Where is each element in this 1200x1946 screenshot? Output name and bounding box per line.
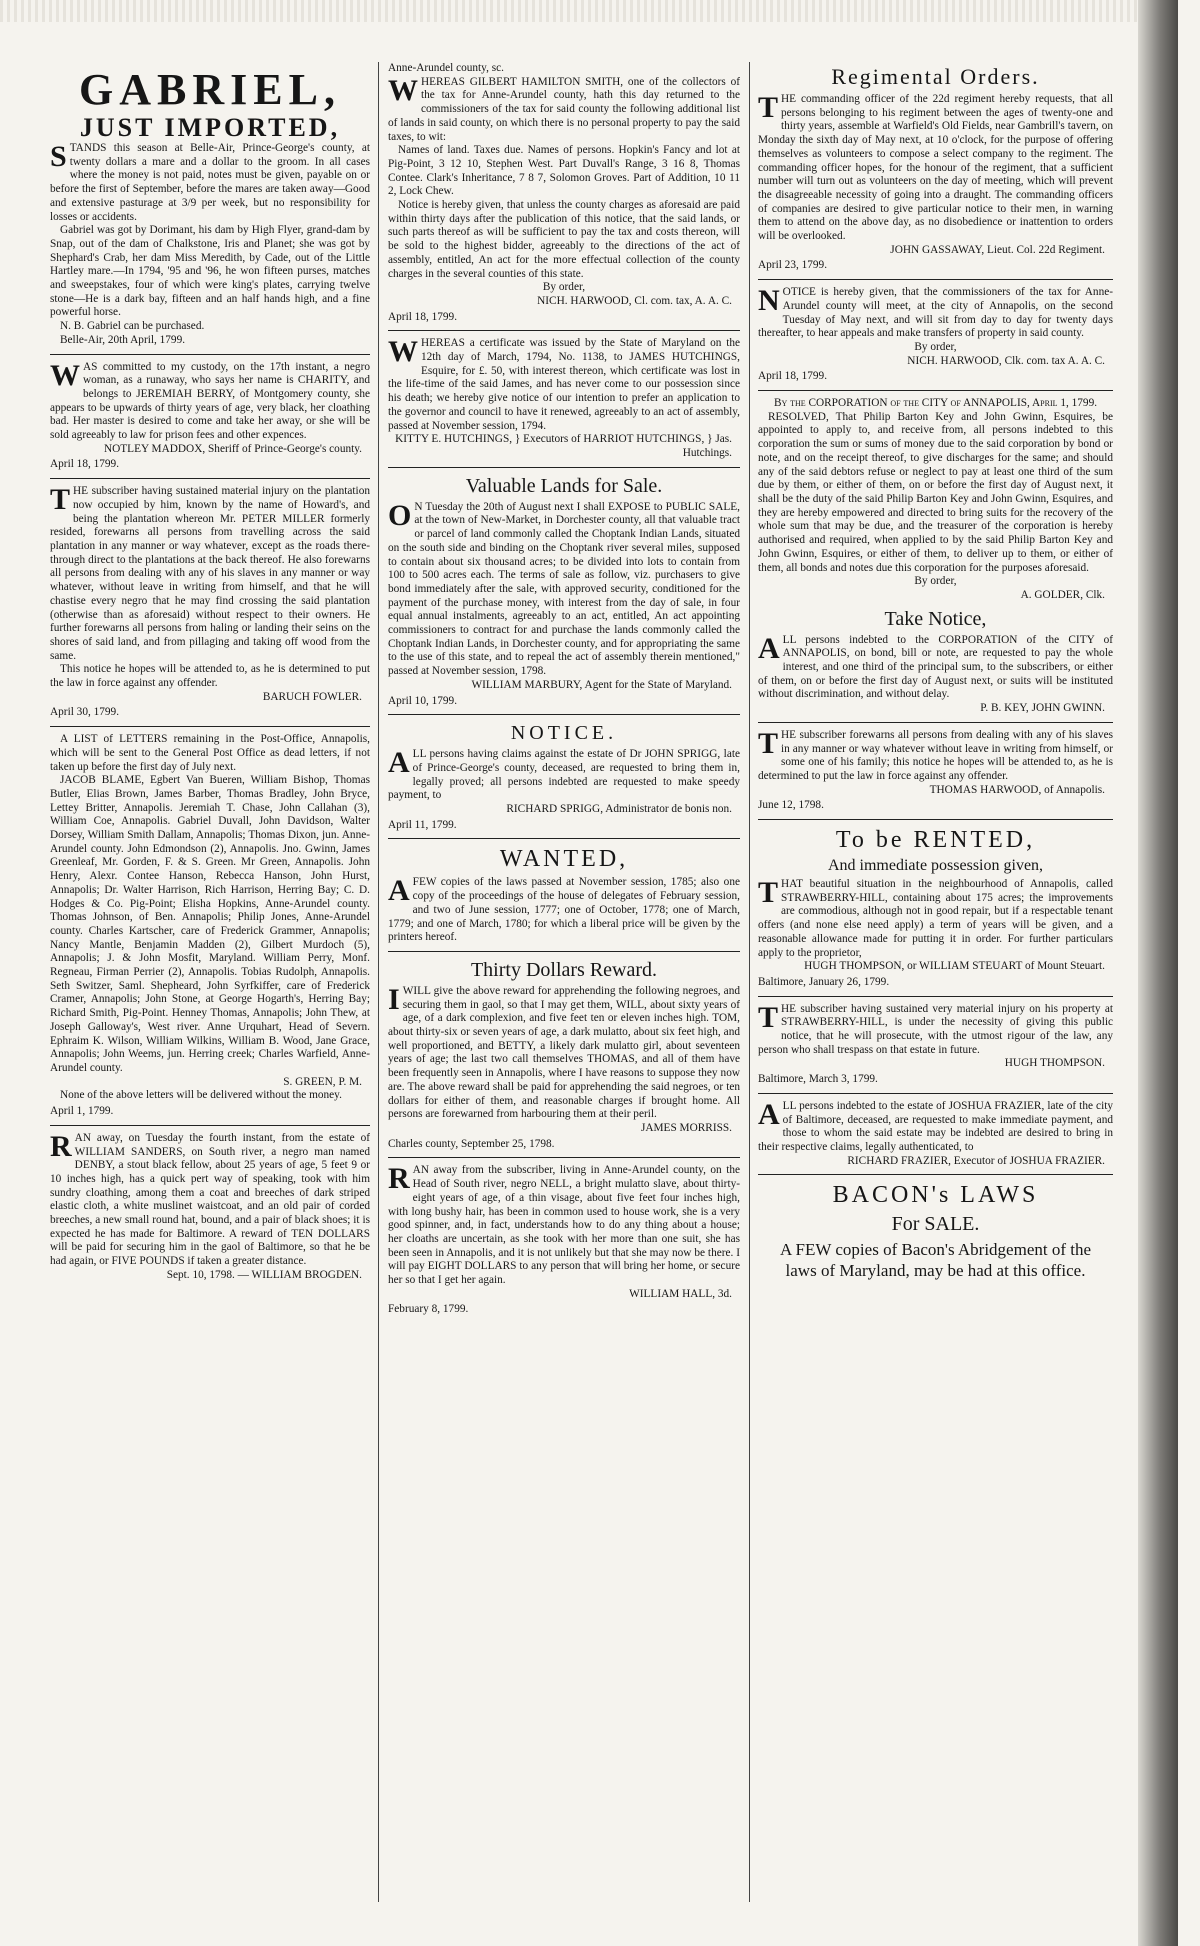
corporation-ad xyxy=(758,397,1113,603)
take-notice-title: Take Notice, xyxy=(884,607,987,630)
ad-heading: By the CORPORATION of the CITY of ANNAPOLIS, April 1, 1799. xyxy=(773,397,1098,410)
divider xyxy=(388,330,740,331)
ad-signature: WILLIAM MARBURY, Agent for the State of Maryland. xyxy=(471,678,732,691)
drop-cap: W xyxy=(50,358,80,392)
scan-noise xyxy=(0,0,1160,22)
ad-text: HE subscriber having sustained very material injury on his property at STRAWBERRY-HILL, is under the necessity of giving this public notice, that he will prosecute, with the utmost rigour of the law, any person who shall trespass on that estate in future. xyxy=(758,1002,1113,1056)
drop-cap: T xyxy=(758,876,779,910)
divider xyxy=(388,838,740,839)
drop-cap: A xyxy=(388,874,410,908)
take-notice-ad xyxy=(758,631,1113,716)
ad-date: April 23, 1799. xyxy=(758,259,828,272)
ad-note: N. B. Gabriel can be purchased. xyxy=(60,320,205,333)
ad-signature: RICHARD SPRIGG, Administrator de bonis non. xyxy=(506,803,732,816)
ad-text: LL persons having claims against the estate of Dr JOHN SPRIGG, late of Prince-George's county, deceased, are requested to bring them in, legally proved; all persons indebted are requested to make speedy payment, to xyxy=(388,748,740,802)
binding-gutter xyxy=(1138,0,1178,1946)
ad-date: Baltimore, March 3, 1799. xyxy=(758,1073,878,1086)
ad-signature: NOTLEY MADDOX, Sheriff of Prince-George's county. xyxy=(103,442,362,455)
bacon-title: BACON's LAWS xyxy=(832,1182,1039,1209)
notice-title: NOTICE. xyxy=(510,722,618,745)
column-rule xyxy=(378,62,379,1902)
ad-date: April 30, 1799. xyxy=(50,706,120,719)
ad-signature: S. GREEN, P. M. xyxy=(283,1075,362,1088)
ad-signature: RICHARD FRAZIER, Executor of JOSHUA FRAZIER. xyxy=(847,1154,1105,1167)
gabriel-ad xyxy=(50,142,370,348)
ad-signature: HUGH THOMPSON, or WILLIAM STEUART of Mount Steuart. xyxy=(804,960,1105,973)
drop-cap: T xyxy=(758,1000,779,1034)
divider xyxy=(388,951,740,952)
ad-text: This notice he hopes will be attended to, as he is determined to put the law in force against any offender. xyxy=(50,663,370,690)
ad-text: AN away, on Tuesday the fourth instant, from the estate of WILLIAM SANDERS, on South river, a negro man named DENBY, a stout black fellow, about 25 years of age, 5 feet 9 or 10 inches high, has a quick pert way of speaking, took with him sundry cloathing, among them a coat and breeches of dark striped elastic cloth, a white muslinet waistcoat, and an old pair of corded breeches, a new small round hat, bound, and a pair of black shoes; it is expected he has made for Baltimore. A reward of TEN DOLLARS will be paid for securing him in the gaol of Baltimore, so that he be had again, or FIVE POUNDS if taken a greater distance. xyxy=(50,1131,370,1268)
ad-text: AN away from the subscriber, living in Anne-Arundel county, on the Head of South river, negro NELL, a bright mulatto slave, about thirty-eight years of age, of a thin visage, about five feet four inches high, with long bushy hair, has been in common used to house work, she is a very good spinner, and, in fact, understands how to do any thing about a house; her cloaths are uncertain, as she took with her more than one suit, she has been seen in Annapolis, and it is not unlikely but that she may now be there. I will pay EIGHT DOLLARS to any person that will bring her home, or secure her so that I get her again. xyxy=(388,1164,740,1287)
ad-text: RESOLVED, That Philip Barton Key and John Gwinn, Esquires, be appointed to apply to, and receive from, all persons indebted to this corporation the sum or sums of money due to the said corporation by bond or note, and on the receipt thereof, to give discharges for the same; and should any of the said debtors refuse or neglect to pay at least one third of the sum due by them, or either of them, on or before the first day of August next, it shall be the duty of the said Philip Barton Key and John Gwinn, Esquires, and they are hereby empowered and directed to bring suits for the recovery of the whole sum that may be due, and the treasurer of the corporation is hereby authorised and required, when applied to by the said Philip Barton Key and John Gwinn, Esquires, or either of them, to deliver up to them, or either of them, all bonds and notes due this corporation for the purposes aforesaid. xyxy=(758,410,1113,574)
divider xyxy=(50,726,370,727)
tax-table: Names of land. Taxes due. Names of persons. Hopkin's Fancy and lot at Pig-Point, 3 12 10, Stephen West. Part Duvall's Range, 3 16 8, Thomas Contee. Clark's Inheritance, 7 8 7, Solomon Groves. Part of Addition, 10 11 2, Lock Chew. xyxy=(388,144,740,198)
strawberry-hill-ad xyxy=(758,1000,1113,1087)
certificate-ad xyxy=(388,337,740,460)
drop-cap: S xyxy=(50,140,67,173)
drop-cap: N xyxy=(758,284,780,318)
ad-text: HAT beautiful situation in the neighbourhood of Annapolis, called STRAWBERRY-HILL, containing about 175 acres; the improvements are commodious, although not in good repair, but if a respectable tenant offers (and none else need apply) a term of years will be given, and a reasonable allowance made for putting it in order. For further particulars apply to the proprietor, xyxy=(758,878,1113,959)
divider xyxy=(50,1125,370,1126)
ad-date: April 11, 1799. xyxy=(388,818,457,831)
ad-date: April 18, 1799. xyxy=(758,370,828,383)
column-3 xyxy=(758,62,1113,1902)
ad-date: Baltimore, January 26, 1799. xyxy=(758,975,890,988)
ad-text: AS committed to my custody, on the 17th instant, a negro woman, as a runaway, who says her name is CHARITY, and belongs to JEREMIAH BERRY, of Montgomery county, she appears to be upwards of thirty years of age, very black, her cloathing bad. Her master is desired to come and take her away, or she will be sold agreeably to law for prison fees and other expences. xyxy=(50,360,370,442)
reward-ad xyxy=(388,982,740,1151)
rent-title: To be RENTED, xyxy=(835,827,1036,854)
ad-date: April 18, 1799. xyxy=(50,458,120,471)
fowler-ad xyxy=(50,485,370,720)
ad-date: June 12, 1798. xyxy=(758,799,824,812)
ad-date: Belle-Air, 20th April, 1799. xyxy=(60,333,186,346)
drop-cap: R xyxy=(388,1162,410,1196)
rent-ad xyxy=(758,878,1113,990)
ad-date: April 18, 1799. xyxy=(388,310,458,323)
ad-date: April 1, 1799. xyxy=(50,1105,114,1118)
ad-signature: WILLIAM HALL, 3d. xyxy=(629,1287,732,1300)
divider xyxy=(758,1093,1113,1094)
drop-cap: W xyxy=(388,335,418,369)
divider xyxy=(388,467,740,468)
ad-signature: A. GOLDER, Clk. xyxy=(1020,588,1105,601)
ad-signature: P. B. KEY, JOHN GWINN. xyxy=(980,702,1105,715)
drop-cap: T xyxy=(758,726,779,760)
regimental-title: Regimental Orders. xyxy=(831,64,1040,89)
drop-cap: A xyxy=(388,746,410,780)
ad-text: A LIST of LETTERS remaining in the Post-Office, Annapolis, which will be sent to the General Post Office as dead letters, if not taken up before the first day of July next. xyxy=(50,733,370,773)
ad-signature: JAMES MORRISS. xyxy=(640,1122,732,1134)
gabriel-title: GABRIEL, xyxy=(79,65,341,114)
rent-subtitle: And immediate possession given, xyxy=(827,857,1044,875)
divider xyxy=(50,354,370,355)
ad-text: LL persons indebted to the CORPORATION of the CITY of ANNAPOLIS, on bond, bill or note, are requested to pay the whole interest, and one third of the principal sum, to the subscribers, or either of them, on or before the first day of August next, or suits will be instituted without discrimination, and without delay. xyxy=(758,633,1113,701)
harwood-ad xyxy=(758,726,1113,813)
column-2 xyxy=(388,62,740,1902)
drop-cap: A xyxy=(758,1097,780,1131)
ad-note: None of the above letters will be delivered without the money. xyxy=(60,1089,342,1102)
by-order: By order, xyxy=(542,281,586,294)
divider xyxy=(758,279,1113,280)
ad-lead: Anne-Arundel county, sc. xyxy=(388,62,504,74)
divider xyxy=(758,996,1113,997)
ad-text: LL persons indebted to the estate of JOSHUA FRAZIER, late of the city of Baltimore, deceased, are requested to make immediate payment, and those to whom the said estate may be indebted are desired to bring in their respective claims, legally authenticated, to xyxy=(758,1099,1113,1153)
drop-cap: I xyxy=(388,982,400,1016)
by-order: By order, xyxy=(914,340,957,353)
tax-meeting-ad xyxy=(758,286,1113,384)
drop-cap: O xyxy=(388,498,412,532)
ad-signature: HUGH THOMPSON. xyxy=(1004,1057,1105,1070)
ad-date: Charles county, September 25, 1798. xyxy=(388,1137,555,1150)
ad-text: HEREAS a certificate was issued by the State of Maryland on the 12th day of March, 1794, No. 1138, to JAMES HUTCHINGS, Esquire, for £. 50, with interest thereon, which certificate was lost in the life-time of the said James, and has never come to our possession since his death; we hereby give notice of our intention to prefer an application to the governor and council to have it renewed, agreeably to an act of assembly, passed at November session, 1794. xyxy=(388,337,740,432)
ad-signature: Sept. 10, 1798. — WILLIAM BROGDEN. xyxy=(166,1268,362,1281)
ad-text: Notice is hereby given, that unless the county charges as aforesaid are paid within thirty days after the publication of this notice, that the said lands, or such parts thereof as will be sufficient to pay the tax and costs thereon, will be sold to the highest bidder, agreeably to the directions of the act of assembly, entitled, An act for the more effectual collection of the county charges in the several counties of this state. xyxy=(388,199,740,280)
ad-date: April 10, 1799. xyxy=(388,694,458,707)
reward-title: Thirty Dollars Reward. xyxy=(470,958,658,981)
nell-ad xyxy=(388,1164,740,1317)
divider xyxy=(758,819,1113,820)
ad-date: February 8, 1799. xyxy=(388,1303,469,1316)
drop-cap: T xyxy=(50,483,71,517)
ad-text: OTICE is hereby given, that the commissioners of the tax for Anne-Arundel county will meet, at the city of Annapolis, on the second Tuesday of May next, and will sit from day to day for twenty days thereafter, to hear appeals and make transfers of property in said county. xyxy=(758,286,1113,340)
drop-cap: W xyxy=(388,73,418,107)
ad-signature: BARUCH FOWLER. xyxy=(262,690,362,703)
ad-signature: KITTY E. HUTCHINGS, } Executors of HARRIOT HUTCHINGS, } Jas. Hutchings. xyxy=(395,433,732,459)
by-order: By order, xyxy=(914,575,957,588)
letters-list xyxy=(50,733,370,1119)
sprigg-ad xyxy=(388,748,740,832)
ad-text: Gabriel was got by Dorimant, his dam by High Flyer, grand-dam by Snap, out of the dam of Chalkstone, Iris and Planet; she was got by Shephard's Crab, her dam Miss Meredith, by Cade, out of the Little Hartley mare.—In 1794, '95 and '96, he won fifteen purses, matches and sweepstakes, four of which were king's plates, carrying twelve stone—He is a dark bay, fifteen and an half hands high, and a fine powerful horse. xyxy=(50,224,370,319)
drop-cap: A xyxy=(758,631,780,665)
lands-title: Valuable Lands for Sale. xyxy=(465,474,663,497)
tax-list-ad xyxy=(388,62,740,324)
ad-signature: NICH. HARWOOD, Clk. com. tax A. A. C. xyxy=(907,354,1105,367)
ad-text: HE subscriber having sustained material injury on the plantation now occupied by him, known by the name of Howard's, and being the plantation whereon Mr. PETER MILLER formerly resided, forewarns all persons from travelling across the said plantation in any manner or way whatever, except as the roads there-through direct to the plantations at the back thereof. He also forewarns all persons from dealing with any of his slaves in any manner or way whatever, without leave in writing from himself, and that he will chastise every negro that he may find crossing the said plantation (otherwise than as aforesaid) without respect to their owners. He further forewarns all persons from haling or landing their seins on the shores of said land, and from pillaging and taking off wood from the same. xyxy=(50,485,370,662)
frazier-ad xyxy=(758,1097,1113,1169)
ad-text: TANDS this season at Belle-Air, Prince-George's county, at twenty dollars a mare and a dollar to the groom. In all cases where the money is not paid, notes must be given, payable on or before the first of September, before the mares are taken away—Good and extensive pasturage at 3/9 per week, but no responsibility for losses or accidents. xyxy=(50,142,370,223)
newspaper-page xyxy=(50,62,1140,1902)
ad-text: HEREAS GILBERT HAMILTON SMITH, one of the collectors of the tax for Anne-Arundel county, hath this day returned to the commissioners of the tax for said county the following additional list of lands in said county, on which there is no personal property to pay the said taxes, to wit: xyxy=(388,75,740,143)
drop-cap: T xyxy=(758,91,779,124)
ad-signature: THOMAS HARWOOD, of Annapolis. xyxy=(929,783,1105,796)
column-1 xyxy=(50,62,370,1902)
ad-signature: NICH. HARWOOD, Cl. com. tax, A. A. C. xyxy=(537,294,732,307)
wanted-ad xyxy=(388,876,740,945)
column-rule xyxy=(749,62,750,1902)
gabriel-subtitle: JUST IMPORTED, xyxy=(79,113,341,142)
denby-ad xyxy=(50,1129,370,1283)
bacon-subtitle: For SALE. xyxy=(891,1213,980,1236)
ad-signature: JOHN GASSAWAY, Lieut. Col. 22d Regiment. xyxy=(890,243,1105,256)
regimental-ad xyxy=(758,93,1113,273)
divider xyxy=(50,478,370,479)
lands-ad xyxy=(388,498,740,709)
ad-text: N Tuesday the 20th of August next I shall EXPOSE to PUBLIC SALE, at the town of New-Market, in Dorchester county, all that valuable tract or parcel of land commonly called the Choptank Indian Lands, situated on the south side and binding on the Choptank river several miles, supposed to contain about six thousand acres; to be divided into lots to contain from 100 to 500 acres each. The terms of sale as follow, viz. purchasers to give bond immediately after the sale, with approved security, conditioned for the payment of the purchase money, with interest from the day of sale, in four equal annual instalments, agreeably to an act, entitled, An act appointing commissioners to contract for and purchase the lands commonly called the Choptank Indian Lands, in Dorchester county, and for appropriating the same to the use of this state, and to repeal the act of assembly therein mentioned," passed at November session, 1798. xyxy=(388,500,740,678)
wanted-title: WANTED, xyxy=(499,846,629,873)
ad-text: HE subscriber forewarns all persons from dealing with any of his slaves in any manner or way whatever without leave in writing from himself, or some one of his family; this notice he hopes will be attended to, as he is determined to put the law in force against any offender. xyxy=(758,728,1113,782)
letters-names: JACOB BLAME, Egbert Van Bueren, William Bishop, Thomas Butler, Elias Brown, James Barber, Thomas Bradley, John Bryce, Lettey Britter, Annapolis. Jeremiah T. Chase, John Callahan (3), William Coe, Annapolis. Gabriel Duvall, John Davidson, Walter Dorsey, William Smith Dallam, Annapolis; Thomas Dixon, jun. Anne-Arundel county. John Edmondson (2), Annapolis. Jno. Gwinn, James Greenleaf, Mr. Gorden, F. & S. Green. Mr Green, Annapolis. John Henry, Alexr. Contee Hanson, Rebecca Hanson, John Hurst, Annapolis; Dr. Walter Harrison, Rich Harrison, Herring Bay; C. D. Hodges & Co. Pig-Point; Elisha Hopkins, Anne-Arundel county. Thomas Johnson, of Ben. Annapolis; Philip Jones, Anne-Arundel county. Charles Kartscher, care of Frederick Grammer, Annapolis; Nancy Mantle, Benjamin Madden (2), Gilbert Murdoch (5), Annapolis; J. & John Mosfit, Maryland. William Perry, Monf. Regneau, Firman Perrier (2), Annapolis. Tobias Rudolph, Annapolis. Seth Switzer, Saml. Shepheard, John Syrfkiffer, care of Frederick Cramer, Annapolis; John Stone, at George Hogarth's, Herring Bay; Richard Smith, Pig-Point. Henney Thomas, Annapolis; John Thew, at Joseph Galloway's, West river. Anne Urquhart, Head of Severn. Ephraim K. Wilson, William Wilkins, William B. Wood, Jane Grace, Annapolis; John Weems, jun. Herring creek; Charles Warfield, Anne-Arundel county. xyxy=(50,774,370,1074)
bacon-text: A FEW copies of Bacon's Abridgement of the laws of Maryland, may be had at this office. xyxy=(779,1240,1092,1281)
divider xyxy=(758,1174,1113,1175)
divider xyxy=(388,714,740,715)
divider xyxy=(758,722,1113,723)
divider xyxy=(758,390,1113,391)
ad-text: HE commanding officer of the 22d regiment hereby requests, that all persons belonging to his regiment between the ages of twenty-one and thirty years, assemble at Warfield's Old Fields, near Gambrill's tavern, on Monday the sixth day of May next, at 10 o'clock, for the purpose of offering themselves as volunteers to compose a select company to the regiment. The commanding officer hopes, for the honour of the regiment, that a sufficient number will turn out as volunteers on the day of meeting, which will prevent the disagreeable necessity of going into a draught. The commanding officers of companies are desired to give particular notice to their men, in warning them to attend on the above day, as no disobedience or inattention to orders will be overlooked. xyxy=(758,93,1113,243)
drop-cap: R xyxy=(50,1129,72,1163)
ad-text: FEW copies of the laws passed at November session, 1785; also one copy of the proceedings of the house of delegates of February session, and two of June session, 1777; one of October, 1778; one of March, 1779; and one of March, 1780; for which a liberal price will be given by the printers hereof. xyxy=(388,876,740,944)
divider xyxy=(388,1157,740,1158)
charity-ad xyxy=(50,358,370,473)
ad-text: WILL give the above reward for apprehending the following negroes, and securing them in gaol, so that I may get them, WILL, about sixty years of age, of a dark complexion, and five feet ten or eleven inches high. TOM, about thirty-six or seven years of age, a dark mulatto, about six feet high, and well proportioned, and BETTY, a likely dark mulatto girl, about seventeen years of age; the last two call themselves THOMAS, and all of them have been frequently seen in Annapolis, where I have reasons to suppose they now are. The above reward shall be paid for apprehending the said negroes, or ten dollars for either of them, and reasonable charges if brought home. All persons are forewarned from harbouring them at their peril. xyxy=(388,984,740,1121)
